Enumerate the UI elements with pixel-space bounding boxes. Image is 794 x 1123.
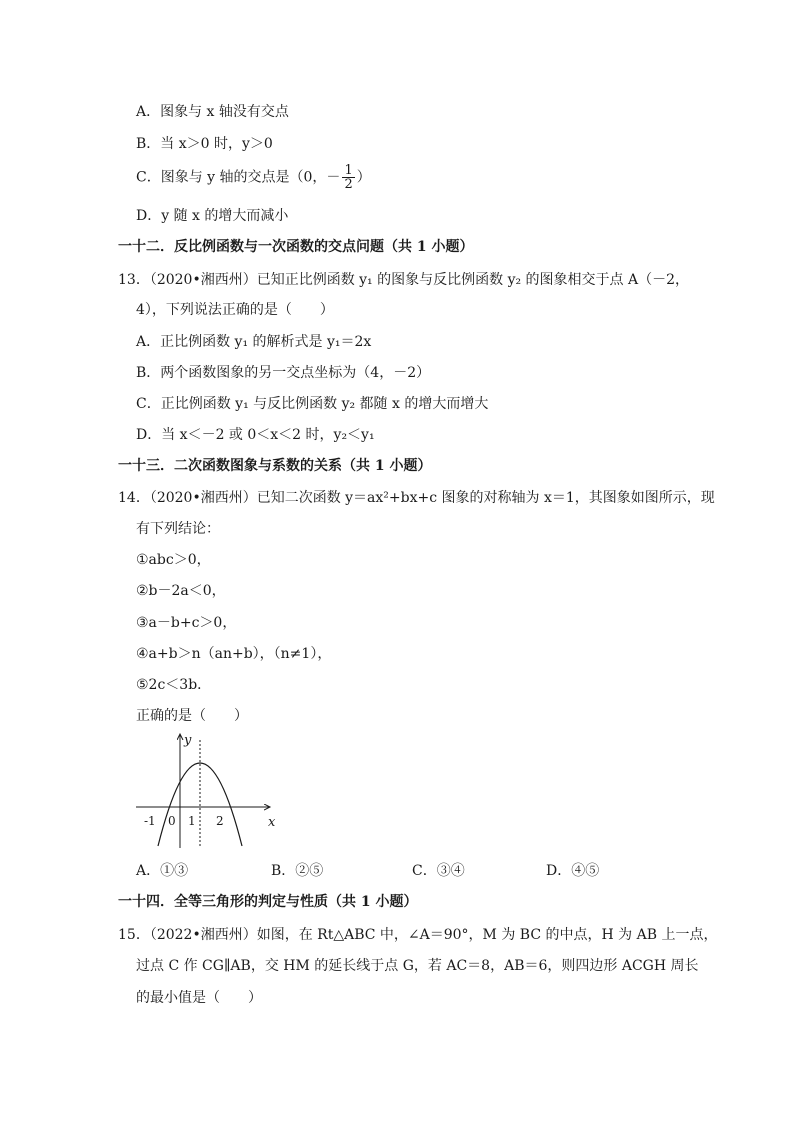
- q15-stem-line3: 的最小值是（ ）: [136, 990, 262, 1006]
- q14-option-a: A．①③: [136, 863, 189, 879]
- tick-label-1: 1: [188, 814, 196, 828]
- q14-conclusion-5: ⑤2c＜3b．: [136, 677, 212, 693]
- q13-option-a: A．正比例函数 y₁ 的解析式是 y₁＝2x: [136, 334, 372, 350]
- tick-label-neg1: -1: [144, 814, 156, 828]
- section-heading-13: 一十三．二次函数图象与系数的关系（共 1 小题）: [118, 458, 432, 474]
- q14-conclusion-2: ②b－2a＜0，: [136, 583, 226, 599]
- x-axis-label: x: [268, 815, 276, 830]
- q12-option-d: D．y 随 x 的增大而减小: [136, 208, 289, 224]
- q14-stem-line2: 有下列结论：: [136, 521, 220, 537]
- parabola-graph: [134, 728, 284, 853]
- q14-conclusion-3: ③a－b+c＞0，: [136, 615, 237, 631]
- q13-stem-line1: 13．（2020•湘西州）已知正比例函数 y₁ 的图象与反比例函数 y₂ 的图象相交于点 A（－2，: [118, 272, 690, 288]
- q14-option-d: D．④⑤: [546, 863, 600, 879]
- q13-option-d: D．当 x＜－2 或 0＜x＜2 时，y₂＜y₁: [136, 427, 375, 443]
- section-heading-12: 一十二．反比例函数与一次函数的交点问题（共 1 小题）: [118, 239, 474, 255]
- q12-option-a: A．图象与 x 轴没有交点: [136, 104, 289, 120]
- fraction-denominator: 2: [344, 177, 353, 192]
- q13-stem-line2: 4），下列说法正确的是（ ）: [136, 302, 334, 318]
- q14-question-prompt: 正确的是（ ）: [136, 708, 248, 724]
- tick-label-2: 2: [216, 814, 224, 828]
- q14-option-c: C．③④: [412, 863, 465, 879]
- tick-label-0: 0: [168, 814, 176, 828]
- q14-stem-line1: 14．（2020•湘西州）已知二次函数 y＝ax²+bx+c 图象的对称轴为 x＝1，其图象如图所示，现: [118, 490, 715, 506]
- q12-option-b: B．当 x＞0 时，y＞0: [136, 136, 273, 152]
- q12-option-c: [136, 164, 371, 191]
- q13-option-b: B．两个函数图象的另一交点坐标为（4，－2）: [136, 365, 431, 381]
- q15-stem-line1: 15．（2022•湘西州）如图，在 Rt△ABC 中，∠A＝90°，M 为 BC 的中点，H 为 AB 上一点，: [118, 927, 718, 943]
- q13-option-c: C．正比例函数 y₁ 与反比例函数 y₂ 都随 x 的增大而增大: [136, 396, 489, 412]
- fraction-numerator: 1: [344, 163, 353, 178]
- y-axis-label: y: [184, 733, 192, 748]
- q14-option-b: B．②⑤: [271, 863, 324, 879]
- section-heading-14: 一十四．全等三角形的判定与性质（共 1 小题）: [118, 894, 418, 910]
- q12-option-c-text: C．图象与 y 轴的交点是（0，－: [136, 169, 341, 186]
- q12-option-c-close: ）: [356, 169, 371, 186]
- fraction-one-half: [342, 164, 354, 191]
- q15-stem-line2: 过点 C 作 CG∥AB，交 HM 的延长线于点 G，若 AC＝8，AB＝6，则四边形 ACGH 周长: [136, 958, 699, 974]
- q14-conclusion-1: ①abc＞0，: [136, 552, 211, 568]
- q14-conclusion-4: ④a+b＞n（an+b），（n≠1），: [136, 646, 332, 662]
